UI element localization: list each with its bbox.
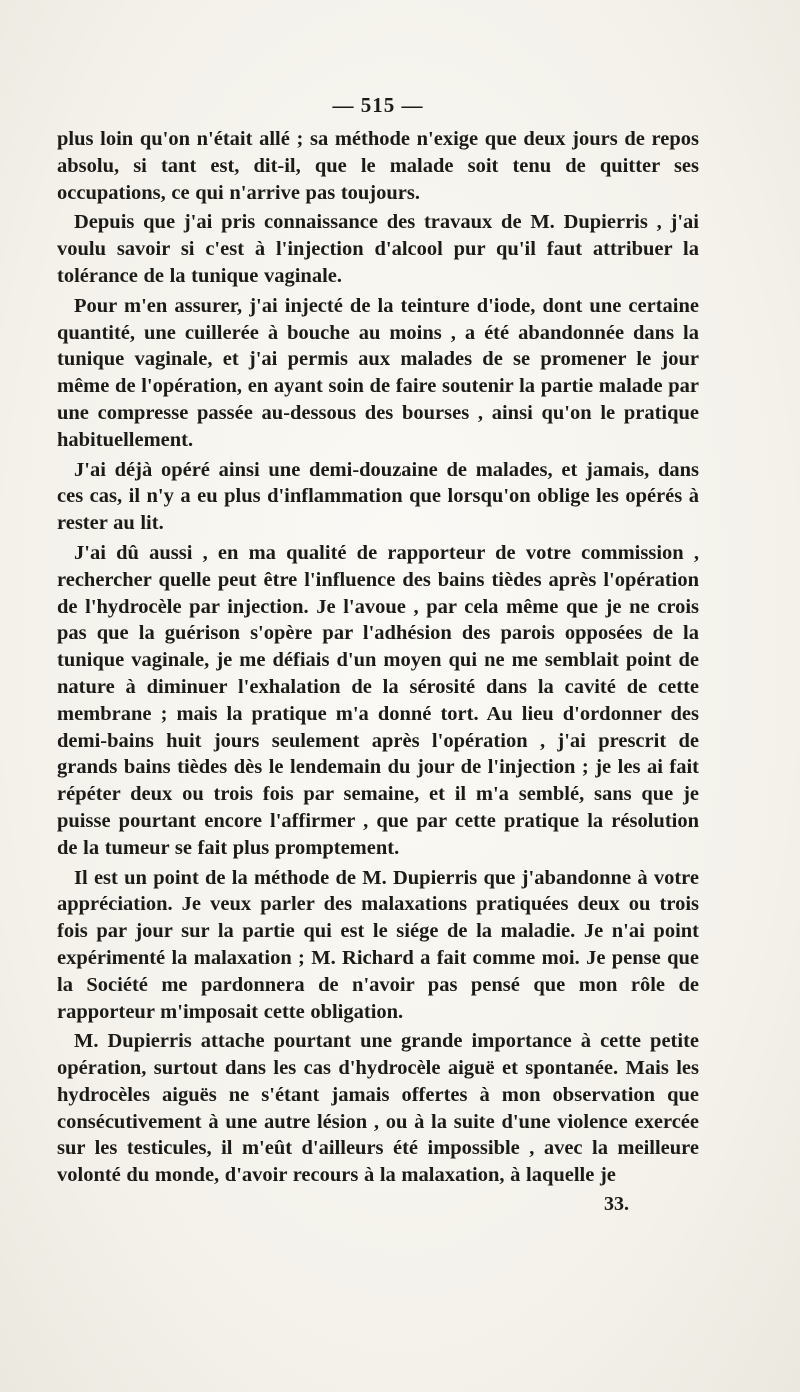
paragraph-2: Depuis que j'ai pris connaissance des travaux de M. Dupierris , j'ai voulu savoir si c'est à l'injection d'alcool pur qu'il faut attribuer la tolérance de la tunique vaginale. — [57, 211, 699, 287]
paragraph-6: Il est un point de la méthode de M. Dupierris que j'abandonne à votre appréciation. Je veux parler des malaxations pratiquées deux ou trois fois par jour sur la partie qui est le siége de la maladie. Je n'ai point expérimenté la malaxation ; M. Richard a fait comme moi. Je pense que la Société me pardonnera de n'avoir pas pensé que mon rôle de rapporteur m'imposait cette obligation. — [57, 866, 699, 1023]
paragraph-4: J'ai déjà opéré ainsi une demi-douzaine de malades, et jamais, dans ces cas, il n'y a eu plus d'inflammation que lorsqu'on oblige les opérés à rester au lit. — [57, 458, 699, 535]
page-number-header: — 515 — — [332, 93, 424, 117]
paragraph-3: Pour m'en assurer, j'ai injecté de la teinture d'iode, dont une certaine quantité, une cuillerée à bouche au moins , a été abandonnée dans la tunique vaginale, et j'ai permis aux malades de se promener le jour même de l'opération, en ayant soin de faire soutenir la partie malade par une compresse passée au-dessous des bourses , ainsi qu'on le pratique habituellement. — [57, 294, 699, 451]
paragraph-7: M. Dupierris attache pourtant une grande importance à cette petite opération, surtout dans les cas d'hydrocèle aiguë et spontanée. Mais les hydrocèles aiguës ne s'étant jamais offertes à mon observation que consécutivement à une autre lésion , ou à la suite d'une violence exercée sur les testicules, il m'eût d'ailleurs été impossible , avec la meilleure volonté du monde, d'avoir recours à la malaxation, à laquelle je — [57, 1030, 699, 1187]
paragraph-1: plus loin qu'on n'était allé ; sa méthode n'exige que deux jours de repos absolu, si tant est, dit-il, que le malade soit tenu de quitter ses occupations, ce qui n'arrive pas toujours. — [57, 128, 699, 204]
paragraph-5: J'ai dû aussi , en ma qualité de rapporteur de votre commission , rechercher quelle peut être l'influence des bains tièdes après l'opération de l'hydrocèle par injection. Je l'avoue , par cela même que je ne crois pas que la guérison s'opère par l'adhésion des parois opposées de la tunique vaginale, je me défiais d'un moyen qui ne me semblait point de nature à diminuer l'exhalation de la sérosité dans la cavité de cette membrane ; mais la pratique m'a donné tort. Au lieu d'ordonner des demi-bains huit jours seulement après l'opération , j'ai prescrit de grands bains tièdes dès le lendemain du jour de l'injection ; je les ai fait répéter deux ou trois fois par semaine, et il m'a semblé, sans que je puisse pourtant encore l'affirmer , que par cette pratique la résolution de la tumeur se fait plus promptement. — [57, 541, 699, 859]
body-text — [57, 92, 699, 1218]
signature-mark: 33. — [604, 1193, 629, 1216]
